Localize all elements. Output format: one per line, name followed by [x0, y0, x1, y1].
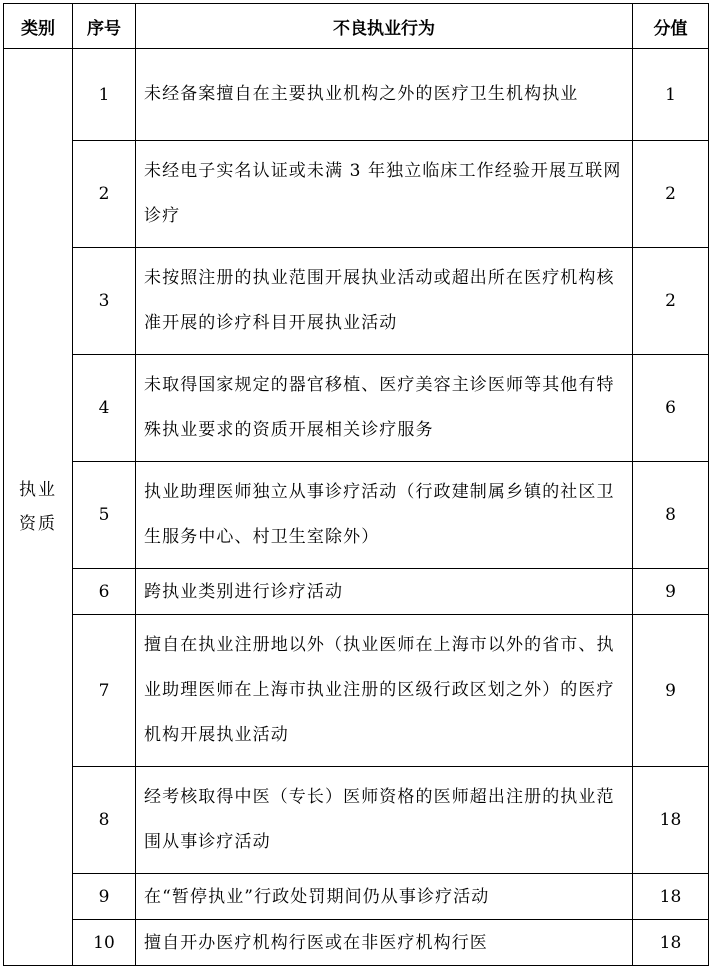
category-line-1: 执业 — [19, 480, 57, 500]
row-score: 8 — [633, 462, 709, 569]
table-row — [4, 920, 709, 966]
row-description: 在“暂停执业”行政处罚期间仍从事诊疗活动 — [136, 874, 633, 920]
row-number: 8 — [73, 767, 136, 874]
row-score: 6 — [633, 355, 709, 462]
row-number: 7 — [73, 615, 136, 767]
row-score: 9 — [633, 569, 709, 615]
header-number: 序号 — [73, 4, 136, 49]
table-row — [4, 248, 709, 355]
row-description: 执业助理医师独立从事诊疗活动（行政建制属乡镇的社区卫生服务中心、村卫生室除外） — [136, 462, 633, 569]
category-line-2: 资质 — [19, 514, 57, 534]
table-row — [4, 569, 709, 615]
table-row — [4, 874, 709, 920]
table-row — [4, 767, 709, 874]
header-behavior: 不良执业行为 — [136, 4, 633, 49]
row-description: 未经电子实名认证或未满 3 年独立临床工作经验开展互联网诊疗 — [136, 141, 633, 248]
row-score: 18 — [633, 767, 709, 874]
row-description: 未按照注册的执业范围开展执业活动或超出所在医疗机构核准开展的诊疗科目开展执业活动 — [136, 248, 633, 355]
row-score: 9 — [633, 615, 709, 767]
row-number: 9 — [73, 874, 136, 920]
row-score: 1 — [633, 49, 709, 141]
row-description: 未经备案擅自在主要执业机构之外的医疗卫生机构执业 — [136, 49, 633, 141]
row-number: 5 — [73, 462, 136, 569]
row-number: 6 — [73, 569, 136, 615]
table-row — [4, 355, 709, 462]
row-number: 1 — [73, 49, 136, 141]
misconduct-table — [3, 3, 709, 966]
header-row — [4, 4, 709, 49]
row-description: 经考核取得中医（专长）医师资格的医师超出注册的执业范围从事诊疗活动 — [136, 767, 633, 874]
row-number: 4 — [73, 355, 136, 462]
header-category: 类别 — [4, 4, 73, 49]
row-description: 跨执业类别进行诊疗活动 — [136, 569, 633, 615]
row-score: 2 — [633, 248, 709, 355]
row-description: 擅自在执业注册地以外（执业医师在上海市以外的省市、执业助理医师在上海市执业注册的区级行政区划之外）的医疗机构开展执业活动 — [136, 615, 633, 767]
category-cell — [4, 49, 73, 966]
table-row — [4, 49, 709, 141]
table-row — [4, 141, 709, 248]
row-score: 2 — [633, 141, 709, 248]
table-row — [4, 462, 709, 569]
header-score: 分值 — [633, 4, 709, 49]
table-row — [4, 615, 709, 767]
row-description: 未取得国家规定的器官移植、医疗美容主诊医师等其他有特殊执业要求的资质开展相关诊疗服务 — [136, 355, 633, 462]
row-number: 10 — [73, 920, 136, 966]
row-number: 3 — [73, 248, 136, 355]
row-number: 2 — [73, 141, 136, 248]
row-description: 擅自开办医疗机构行医或在非医疗机构行医 — [136, 920, 633, 966]
row-score: 18 — [633, 874, 709, 920]
row-score: 18 — [633, 920, 709, 966]
